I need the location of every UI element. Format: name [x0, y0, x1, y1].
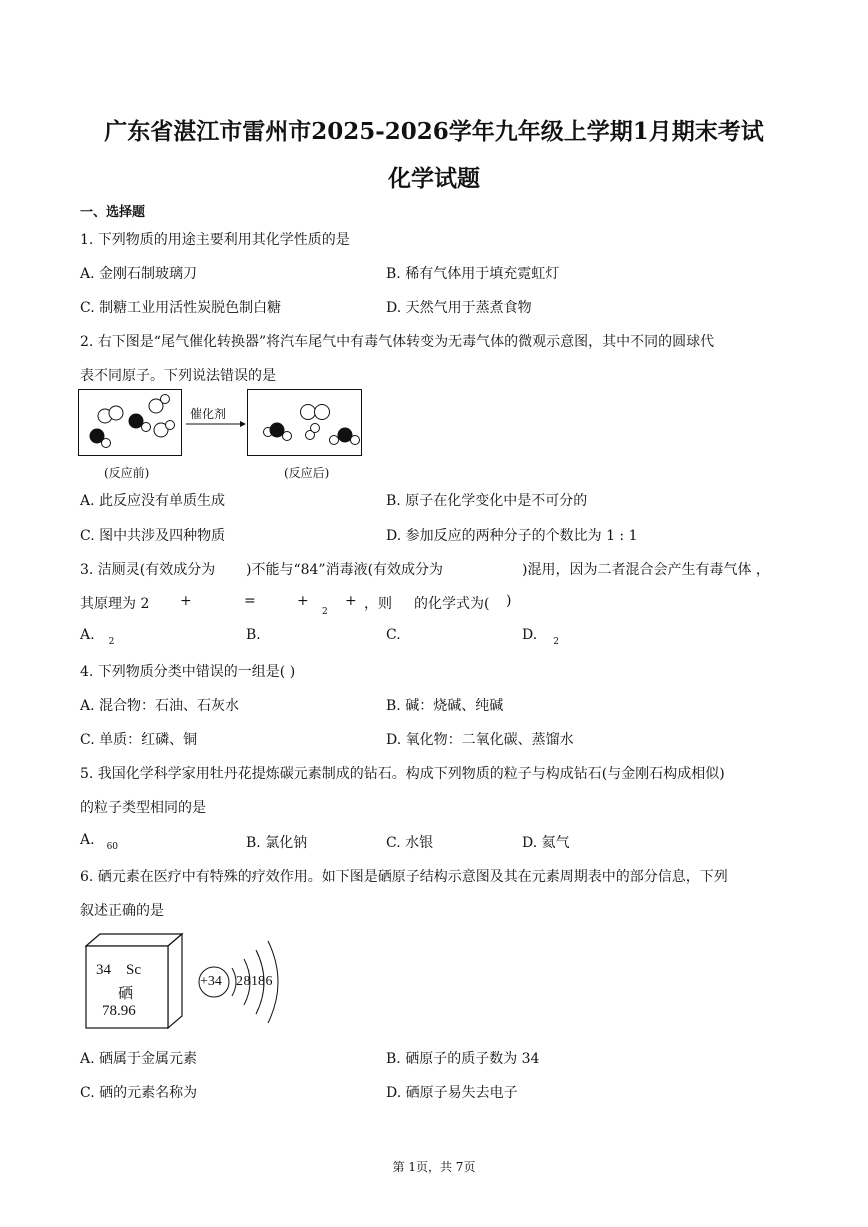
q3-option-b: B. — [246, 627, 261, 643]
cell-atomic-number: 34 — [96, 962, 111, 978]
cell-element-name: 硒 — [118, 986, 134, 1002]
q1-option-d: D. 天然气用于蒸煮食物 — [386, 300, 532, 316]
q5-option-a: A. $_{60}$ — [80, 832, 119, 852]
before-reaction-box — [78, 389, 182, 456]
q2-option-c: C. 图中共涉及四种物质 — [80, 528, 226, 544]
q3-stem-part2: )不能与“84”消毒液(有效成分为 — [246, 562, 444, 578]
q6-option-d: D. 硒原子易失去电子 — [386, 1085, 518, 1101]
q3-stem-part1: 3. 洁厕灵(有效成分为 — [80, 562, 216, 578]
q6-option-c: C. 硒的元素名称为 — [80, 1085, 198, 1101]
q6-option-b: B. 硒原子的质子数为 34 — [386, 1051, 540, 1067]
q3-equation-start: 其原理为 2 — [80, 596, 150, 612]
paper-title: 广东省湛江市雷州市2025-2026学年九年级上学期1月期末考试 — [104, 118, 764, 145]
after-reaction-box — [247, 389, 362, 456]
q4-option-c: C. 单质：红磷、铜 — [80, 732, 198, 748]
before-caption: (反应前) — [104, 466, 150, 480]
q6-stem-line1: 6. 硒元素在医疗中有特殊的疗效作用。如下图是硒原子结构示意图及其在元素周期表中的部分信息，下列 — [80, 869, 728, 885]
electron-shells: 2 8 18 6 — [236, 974, 273, 989]
q3-plus-2: + — [297, 593, 309, 609]
q3-stem-close: ) — [506, 593, 512, 609]
q5-option-b: B. 氯化钠 — [246, 835, 308, 851]
q5-option-c: C. 水银 — [386, 835, 434, 851]
after-molecules — [248, 390, 361, 455]
q3-option-c: C. — [386, 627, 401, 643]
q1-stem: 1. 下列物质的用途主要利用其化学性质的是 — [80, 232, 350, 248]
q4-stem: 4. 下列物质分类中错误的一组是( ) — [80, 664, 296, 680]
section-heading: 一、选择题 — [80, 205, 146, 220]
q4-option-d: D. 氧化物：二氧化碳、蒸馏水 — [386, 732, 574, 748]
q2-option-a: A. 此反应没有单质生成 — [80, 493, 226, 509]
cell-atomic-mass: 78.96 — [102, 1003, 136, 1019]
catalyst-label: 催化剂 — [190, 407, 227, 421]
q3-subscript-2: 2 — [322, 607, 328, 617]
q2-stem-line1: 2. 右下图是“尾气催化转换器”将汽车尾气中有毒气体转变为无毒气体的微观示意图，其中不同的圆球代 — [80, 334, 715, 350]
paper-subtitle: 化学试题 — [388, 165, 480, 192]
q1-option-b: B. 稀有气体用于填充霓虹灯 — [386, 266, 560, 282]
q2-reaction-figure — [78, 389, 368, 484]
q4-option-a: A. 混合物：石油、石灰水 — [80, 698, 240, 714]
q1-option-a: A. 金刚石制玻璃刀 — [80, 266, 198, 282]
q3-plus-3: + — [345, 593, 357, 609]
q5-option-d: D. 氦气 — [522, 835, 570, 851]
q6-option-a: A. 硒属于金属元素 — [80, 1051, 198, 1067]
q3-stem-part3: )混用，因为二者混合会产生有毒气体 ， — [522, 562, 770, 578]
q4-option-b: B. 碱：烧碱、纯碱 — [386, 698, 504, 714]
q6-stem-line2: 叙述正确的是 — [80, 903, 164, 919]
q5-stem-line1: 5. 我国化学科学家用牡丹花提炼碳元素制成的钻石。构成下列物质的粒子与构成钻石(与金刚石构成相似) — [80, 766, 725, 782]
q1-option-c: C. 制糖工业用活性炭脱色制白糖 — [80, 300, 282, 316]
q2-option-d: D. 参加反应的两种分子的个数比为 1 : 1 — [386, 528, 638, 544]
q3-stem-then: ，则 — [364, 596, 392, 612]
after-caption: (反应后) — [284, 466, 330, 480]
q2-stem-line2: 表不同原子。下列说法错误的是 — [80, 368, 276, 384]
q3-option-a: A. $_2$ — [80, 627, 115, 647]
q3-option-d: D. $_2$ — [522, 627, 559, 647]
cell-element-symbol: Sc — [126, 962, 141, 978]
q3-equals: = — [244, 593, 256, 609]
reaction-arrow — [186, 419, 246, 429]
page-footer: 第 1页，共 7页 — [392, 1160, 476, 1174]
before-molecules — [79, 390, 181, 455]
q2-option-b: B. 原子在化学变化中是不可分的 — [386, 493, 588, 509]
q5-stem-line2: 的粒子类型相同的是 — [80, 800, 206, 816]
q3-stem-formula: 的化学式为( — [414, 596, 490, 612]
selenium-figure — [80, 932, 310, 1032]
q3-plus-1: + — [180, 593, 192, 609]
nucleus-charge: +34 — [200, 974, 222, 989]
